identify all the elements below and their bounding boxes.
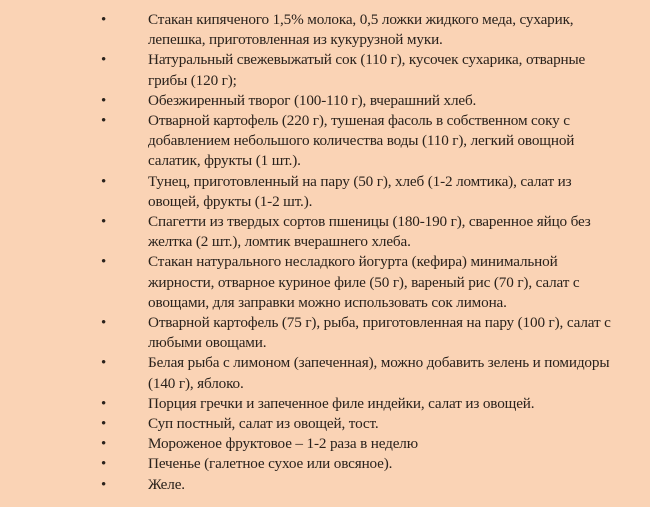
list-item bbox=[0, 50, 650, 90]
list-item bbox=[0, 454, 650, 474]
list-item bbox=[0, 91, 650, 111]
list-item bbox=[0, 111, 650, 172]
list-item-text: овощей, фрукты (1-2 шт.). bbox=[148, 192, 313, 210]
bullet-icon: • bbox=[101, 113, 107, 130]
list-item-text: Желе. bbox=[148, 475, 185, 493]
bullet-icon: • bbox=[101, 355, 107, 372]
list-item-text: грибы (120 г); bbox=[148, 71, 237, 89]
list-item-text: Спагетти из твердых сортов пшеницы (180-190 г), сваренное яйцо без bbox=[148, 213, 591, 231]
list-item-text: любыми овощами. bbox=[148, 334, 267, 352]
list-item-text: Суп постный, салат из овощей, тост. bbox=[148, 415, 379, 433]
list-item bbox=[0, 353, 650, 393]
list-item bbox=[0, 394, 650, 414]
list-item bbox=[0, 313, 650, 353]
bullet-icon: • bbox=[101, 416, 107, 433]
list-item-text: Натуральный свежевыжатый сок (110 г), кусочек сухарика, отварные bbox=[148, 51, 586, 69]
list-item bbox=[0, 172, 650, 212]
list-item-text: Обезжиренный творог (100-110 г), вчерашний хлеб. bbox=[148, 91, 477, 109]
list-item-text: желтка (2 шт.), ломтик вчерашнего хлеба. bbox=[148, 233, 411, 251]
list-item-text: добавлением небольшого количества воды (110 г), легкий овощной bbox=[148, 132, 575, 150]
bullet-icon: • bbox=[101, 315, 107, 332]
bullet-icon: • bbox=[101, 52, 107, 69]
list-item-text: (140 г), яблоко. bbox=[148, 374, 244, 392]
list-item-text: Отварной картофель (220 г), тушеная фасоль в собственном соку с bbox=[148, 112, 570, 130]
bullet-icon: • bbox=[101, 92, 107, 109]
bullet-icon: • bbox=[101, 254, 107, 271]
bullet-icon: • bbox=[101, 436, 107, 453]
list-item-text: Отварной картофель (75 г), рыба, приготовленная на пару (100 г), салат с bbox=[148, 314, 611, 332]
list-item-text: лепешка, приготовленная из кукурузной муки. bbox=[148, 31, 443, 49]
bullet-icon: • bbox=[101, 456, 107, 473]
bullet-icon: • bbox=[101, 214, 107, 231]
bullet-icon: • bbox=[101, 476, 107, 493]
list-item bbox=[0, 252, 650, 313]
list-item-text: Стакан кипяченого 1,5% молока, 0,5 ложки жидкого меда, сухарик, bbox=[148, 11, 574, 28]
list-item-text: Мороженое фруктовое – 1-2 раза в неделю bbox=[148, 435, 418, 453]
bullet-icon: • bbox=[101, 395, 107, 412]
list-item bbox=[0, 10, 650, 50]
list-item-text: Порция гречки и запеченное филе индейки, салат из овощей. bbox=[148, 394, 535, 412]
list-item bbox=[0, 434, 650, 454]
list-item bbox=[0, 212, 650, 252]
bullet-icon: • bbox=[101, 173, 107, 190]
bullet-icon: • bbox=[101, 12, 107, 28]
list-item-text: Белая рыба с лимоном (запеченная), можно добавить зелень и помидоры bbox=[148, 354, 610, 372]
list-item bbox=[0, 475, 650, 495]
list-item-text: Стакан натурального несладкого йогурта (кефира) минимальной bbox=[148, 253, 558, 271]
list-item-text: салатик, фрукты (1 шт.). bbox=[148, 152, 301, 170]
list-item-text: овощами, для заправки можно использовать сок лимона. bbox=[148, 293, 507, 311]
list-item-text: Тунец, приготовленный на пару (50 г), хлеб (1-2 ломтика), салат из bbox=[148, 172, 572, 190]
list-item bbox=[0, 414, 650, 434]
list-item-text: жирности, отварное куриное филе (50 г), вареный рис (70 г), салат с bbox=[148, 273, 580, 291]
list-item-text: Печенье (галетное сухое или овсяное). bbox=[148, 455, 393, 473]
